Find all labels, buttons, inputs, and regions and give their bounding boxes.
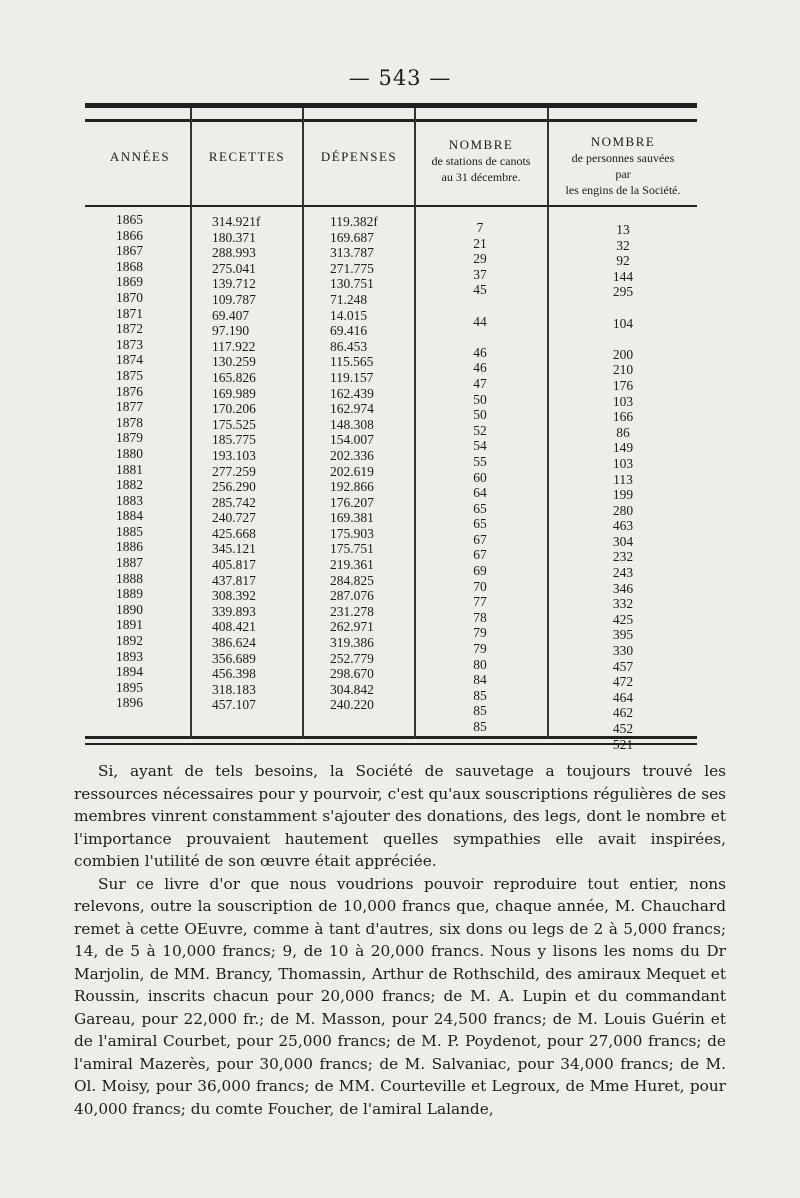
depenses-cell: 262.971 <box>330 619 374 635</box>
recettes-cell: 314.921f <box>212 214 261 229</box>
header-personnes-sub2: par <box>615 167 631 181</box>
depenses-cell: 219.361 <box>330 557 374 573</box>
personnes-cell: 32 <box>616 237 630 253</box>
depenses-cell: 162.974 <box>330 401 374 417</box>
stations-cell: 69 <box>473 563 487 579</box>
stations-cell: 79 <box>473 625 487 641</box>
personnes-cell: 13 <box>616 222 630 237</box>
recettes-cell: 109.787 <box>212 291 256 307</box>
header-stations-sub1: de stations de canots <box>431 154 531 168</box>
year-cell: 1876 <box>116 383 143 399</box>
depenses-cell: 252.779 <box>330 650 374 666</box>
year-cell: 1893 <box>116 648 143 664</box>
personnes-cell: 457 <box>612 658 634 674</box>
stations-cell: 54 <box>473 438 487 454</box>
table-top-rule-thin <box>85 119 697 122</box>
table-header-rule <box>85 205 697 207</box>
year-cell: 1874 <box>116 352 143 368</box>
personnes-cell: 304 <box>612 533 634 549</box>
depenses-cell: 304.842 <box>330 681 374 697</box>
stations-cell: 79 <box>473 641 487 657</box>
depenses-cell: 154.007 <box>330 432 374 448</box>
depenses-cell: 169.687 <box>330 229 374 245</box>
depenses-cell: 175.751 <box>330 541 374 557</box>
personnes-cell: 463 <box>612 518 634 534</box>
personnes-cell: 332 <box>612 596 634 612</box>
personnes-cell: 452 <box>612 721 634 736</box>
header-personnes-sub1: de personnes sauvées <box>571 151 675 165</box>
year-cell: 1877 <box>116 399 143 415</box>
depenses-cell: 176.207 <box>330 494 374 510</box>
year-cell: 1866 <box>116 227 143 243</box>
personnes-cell: 521 <box>612 736 634 752</box>
recettes-cell: 405.817 <box>212 557 256 573</box>
year-cell: 1878 <box>116 414 143 430</box>
stations-cell: 50 <box>473 391 487 407</box>
recettes-cell: 193.103 <box>212 447 256 463</box>
year-cell: 1890 <box>116 601 143 617</box>
recettes-cell: 285.742 <box>212 494 256 510</box>
year-cell: 1886 <box>116 539 143 555</box>
year-cell: 1870 <box>116 289 143 305</box>
depenses-cell: 287.076 <box>330 588 374 604</box>
header-personnes-title: NOMBRE <box>590 134 656 149</box>
depenses-cell: 148.308 <box>330 416 374 432</box>
stations-cell: 85 <box>473 719 487 734</box>
year-cell: 1871 <box>116 305 143 321</box>
stations-cell: 46 <box>473 344 487 360</box>
recettes-cell: 425.668 <box>212 525 256 541</box>
personnes-cell: 103 <box>612 455 634 471</box>
year-cell: 1872 <box>116 321 143 337</box>
recettes-cell: 277.259 <box>212 463 256 479</box>
table-top-rule <box>85 103 697 108</box>
header-personnes-sub3: les engins de la Société. <box>565 183 681 197</box>
depenses-cell: 119.157 <box>330 369 374 385</box>
header-personnes <box>548 134 698 198</box>
header-stations <box>414 137 548 185</box>
column-divider <box>547 108 549 738</box>
stations-cell: 55 <box>473 453 487 469</box>
column-personnes <box>598 222 648 752</box>
personnes-cell: 144 <box>612 268 634 284</box>
depenses-cell: 162.439 <box>330 385 374 401</box>
stations-cell: 67 <box>473 547 487 563</box>
personnes-cell <box>598 331 648 347</box>
stations-cell: 78 <box>473 609 487 625</box>
depenses-cell: 284.825 <box>330 572 374 588</box>
recettes-cell: 165.826 <box>212 369 256 385</box>
column-divider <box>302 108 304 738</box>
recettes-cell: 240.727 <box>212 510 256 526</box>
header-recettes: RECETTES <box>208 149 286 164</box>
personnes-cell: 176 <box>612 377 634 393</box>
recettes-cell: 169.989 <box>212 385 256 401</box>
recettes-cell: 457.107 <box>212 697 256 713</box>
year-cell: 1894 <box>116 664 143 680</box>
year-cell: 1868 <box>116 258 143 274</box>
year-cell: 1882 <box>116 477 143 493</box>
recettes-cell: 139.712 <box>212 276 256 292</box>
depenses-cell: 130.751 <box>330 276 374 292</box>
depenses-cell: 115.565 <box>330 354 374 370</box>
recettes-cell: 456.398 <box>212 666 256 682</box>
stations-cell: 7 <box>476 220 484 235</box>
stations-cell <box>455 298 505 314</box>
personnes-cell: 166 <box>612 409 634 425</box>
stations-cell: 21 <box>473 235 487 251</box>
recettes-cell: 437.817 <box>212 572 256 588</box>
stations-cell <box>455 329 505 345</box>
personnes-cell: 113 <box>613 471 633 487</box>
year-cell: 1887 <box>116 555 143 571</box>
paragraph: Si, ayant de tels besoins, la Société de sauvetage a toujours trouvé les ressources nécessaires pour y pourvoir, c'est qu'aux souscriptions régulières de ses membres vinrent constamment s'ajouter des donations, des legs, dont le nombre et l'importance prouvaient hautement quelles sympathies elle avait inspirées, combien l'utilité de son œuvre était appréciée. <box>74 762 726 870</box>
column-annees <box>116 212 176 711</box>
depenses-cell: 86.453 <box>330 338 368 354</box>
recettes-cell: 130.259 <box>212 354 256 370</box>
recettes-cell: 318.183 <box>212 681 256 697</box>
stations-cell: 47 <box>473 375 487 391</box>
depenses-cell: 298.670 <box>330 666 374 682</box>
year-cell: 1880 <box>116 445 143 461</box>
depenses-cell: 71.248 <box>330 291 368 307</box>
year-cell: 1883 <box>116 492 143 508</box>
year-cell: 1896 <box>116 695 143 711</box>
personnes-cell: 103 <box>612 393 634 409</box>
year-cell: 1879 <box>116 430 143 446</box>
year-cell: 1895 <box>116 679 143 695</box>
column-recettes <box>212 214 292 713</box>
recettes-cell: 275.041 <box>212 260 256 276</box>
personnes-cell: 280 <box>612 502 634 518</box>
stations-cell: 77 <box>473 594 487 610</box>
year-cell: 1881 <box>116 461 143 477</box>
depenses-cell: 169.381 <box>330 510 374 526</box>
personnes-cell: 330 <box>612 643 634 659</box>
depenses-cell: 192.866 <box>330 479 374 495</box>
stations-cell: 46 <box>473 360 487 376</box>
recettes-cell: 180.371 <box>212 229 256 245</box>
recettes-cell: 386.624 <box>212 635 256 651</box>
header-stations-sub2: au 31 décembre. <box>441 170 521 184</box>
recettes-cell: 345.121 <box>212 541 256 557</box>
header-annees: ANNÉES <box>109 149 171 164</box>
stations-cell: 50 <box>473 407 487 423</box>
year-cell: 1892 <box>116 633 143 649</box>
stations-cell: 37 <box>473 266 487 282</box>
depenses-cell: 202.336 <box>330 447 374 463</box>
year-cell: 1885 <box>116 523 143 539</box>
year-cell: 1873 <box>116 336 143 352</box>
stations-cell: 60 <box>473 469 487 485</box>
year-cell: 1865 <box>116 212 143 227</box>
depenses-cell: 175.903 <box>330 525 374 541</box>
personnes-cell: 346 <box>612 580 634 596</box>
body-text <box>74 760 726 1120</box>
personnes-cell: 92 <box>616 253 630 269</box>
personnes-cell: 86 <box>616 424 630 440</box>
personnes-cell: 472 <box>612 674 634 690</box>
stations-cell: 52 <box>473 422 487 438</box>
stations-cell: 70 <box>473 578 487 594</box>
column-divider <box>190 108 192 738</box>
recettes-cell: 117.922 <box>212 338 256 354</box>
recettes-cell: 185.775 <box>212 432 256 448</box>
personnes-cell: 200 <box>612 346 634 362</box>
recettes-cell: 308.392 <box>212 588 256 604</box>
stations-cell: 85 <box>473 703 487 719</box>
recettes-cell: 256.290 <box>212 479 256 495</box>
personnes-cell: 199 <box>612 487 634 503</box>
stations-cell: 65 <box>473 500 487 516</box>
personnes-cell: 243 <box>612 565 634 581</box>
personnes-cell: 395 <box>612 627 634 643</box>
personnes-cell: 104 <box>612 315 634 331</box>
personnes-cell: 464 <box>612 689 634 705</box>
depenses-cell: 119.382f <box>330 214 378 229</box>
personnes-cell: 462 <box>612 705 634 721</box>
depenses-cell: 202.619 <box>330 463 374 479</box>
header-stations-title: NOMBRE <box>448 137 514 152</box>
depenses-cell: 231.278 <box>330 603 374 619</box>
depenses-cell: 313.787 <box>330 245 374 261</box>
column-divider <box>414 108 416 738</box>
year-cell: 1884 <box>116 508 143 524</box>
recettes-cell: 175.525 <box>212 416 256 432</box>
recettes-cell: 69.407 <box>212 307 250 323</box>
depenses-cell: 271.775 <box>330 260 374 276</box>
stations-cell: 67 <box>473 531 487 547</box>
personnes-cell: 149 <box>612 440 634 456</box>
recettes-cell: 356.689 <box>212 650 256 666</box>
stations-cell: 45 <box>473 282 487 298</box>
stations-cell: 65 <box>473 516 487 532</box>
paragraph: Sur ce livre d'or que nous voudrions pouvoir reproduire tout entier, nons relevons, outre la souscription de 10,000 francs que, chaque année, M. Chauchard remet à cette OEuvre, comme à tant d'autres, six dons ou legs de 2 à 5,000 francs; 14, de 5 à 10,000 francs; 9, de 10 à 20,000 francs. Nous y lisons les noms du Dr Marjolin, de MM. Brancy, Thomassin, Arthur de Rothschild, des amiraux Mequet et Roussin, inscrits chacun pour 20,000 francs; de M. A. Lupin et du commandant Gareau, pour 22,000 fr.; de M. Masson, pour 24,500 francs; de M. Louis Guérin et de l'amiral Courbet, pour 25,000 francs; de M. P. Poydenot, pour 27,000 francs; de l'amiral Mazerès, pour 30,000 francs; de M. Salvaniac, pour 34,000 francs; de M. Ol. Moisy, pour 36,000 francs; de MM. Courteville et Legroux, de Mme Huret, pour 40,000 francs; du comte Foucher, de l'amiral Lalande, <box>74 874 726 1118</box>
personnes-cell: 210 <box>612 362 634 378</box>
recettes-cell: 339.893 <box>212 603 256 619</box>
personnes-cell: 232 <box>612 549 634 565</box>
column-stations <box>455 220 505 735</box>
recettes-cell: 97.190 <box>212 323 250 339</box>
depenses-cell: 240.220 <box>330 697 374 713</box>
page-number: — 543 — <box>348 66 452 90</box>
year-cell: 1867 <box>116 243 143 259</box>
column-depenses <box>330 214 410 713</box>
recettes-cell: 170.206 <box>212 401 256 417</box>
personnes-cell: 425 <box>612 611 634 627</box>
stations-cell: 44 <box>473 313 487 329</box>
stations-cell: 29 <box>473 251 487 267</box>
personnes-cell: 295 <box>612 284 634 300</box>
depenses-cell: 319.386 <box>330 635 374 651</box>
personnes-cell <box>598 300 648 316</box>
stations-cell: 64 <box>473 485 487 501</box>
stations-cell: 85 <box>473 687 487 703</box>
stations-cell: 80 <box>473 656 487 672</box>
year-cell: 1888 <box>116 570 143 586</box>
recettes-cell: 288.993 <box>212 245 256 261</box>
year-cell: 1889 <box>116 586 143 602</box>
depenses-cell: 14.015 <box>330 307 368 323</box>
recettes-cell: 408.421 <box>212 619 256 635</box>
header-depenses: DÉPENSES <box>320 149 398 164</box>
year-cell: 1875 <box>116 367 143 383</box>
year-cell: 1891 <box>116 617 143 633</box>
stations-cell: 84 <box>473 672 487 688</box>
year-cell: 1869 <box>116 274 143 290</box>
depenses-cell: 69.416 <box>330 323 368 339</box>
